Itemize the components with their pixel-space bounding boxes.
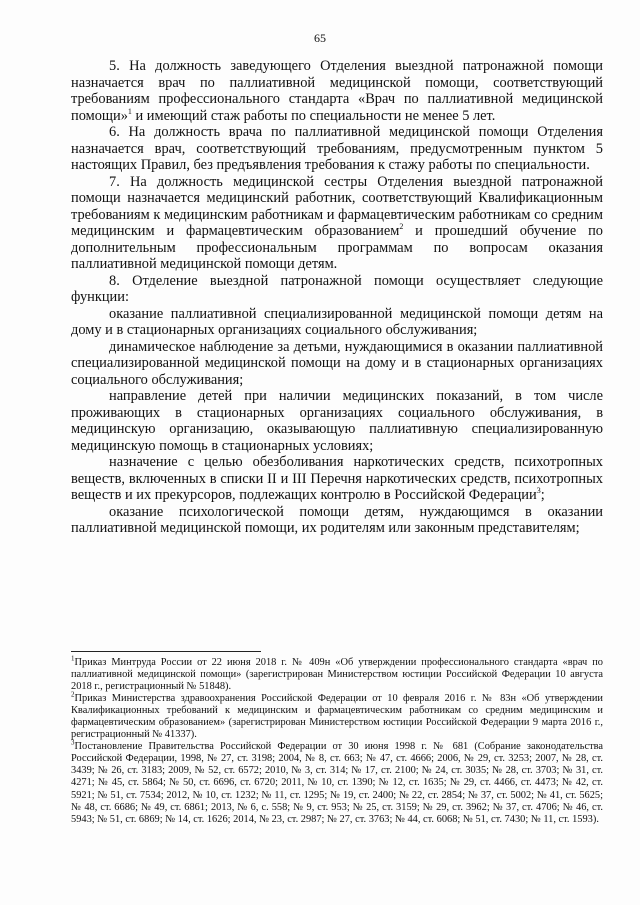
function-item: оказание психологической помощи детям, нуждающимся в оказании паллиативной медицинской помощи, их родителям или законным представителям; bbox=[71, 503, 603, 536]
paragraph-6: 6. На должность врача по паллиативной медицинской помощи Отделения назначается врач, соответствующий требованиям, предусмотренным пунктом 5 настоящих Правил, без предъявления требования к стажу работы по специальности. bbox=[71, 124, 603, 173]
footnotes bbox=[71, 654, 603, 826]
function-item: назначение с целью обезболивания наркотических средств, психотропных веществ, включенных в списки II и III Перечня наркотических средств, психотропных веществ и их прекурсоров, подлежащих контролю в Российской Федерации$^3$; bbox=[71, 454, 603, 503]
footnote-ref-3: 3 bbox=[536, 486, 541, 496]
page-number: 65 bbox=[314, 31, 326, 45]
function-item: направление детей при наличии медицинских показаний, в том числе проживающих в стационарных организациях социального обслуживания, в медицинскую организацию, оказывающую паллиативную специализированную медицинскую помощь в стационарных условиях; bbox=[71, 388, 603, 454]
function-item: динамическое наблюдение за детьми, нуждающимися в оказании паллиативной специализированной медицинской помощи на дому и в стационарных организациях социального обслуживания; bbox=[71, 338, 603, 388]
function-item: оказание паллиативной специализированной медицинской помощи детям на дому и в стационарных организациях социального обслуживания; bbox=[71, 305, 603, 338]
paragraph-8: 8. Отделение выездной патронажной помощи осуществляет следующие функции: bbox=[71, 272, 603, 305]
footnote-2: $^2$Приказ Министерства здравоохранения Российской Федерации от 10 февраля 2016 г. № 83н «Об утверждении Квалификационных требований к медицинским и фармацевтическим работникам со средним медицинским и фармацевтическим образованием» (зарегистрирован Министерством юстиции Российской Федерации 9 марта 2016 г., регистрационный № 41337). bbox=[71, 690, 603, 741]
document-body bbox=[71, 58, 603, 537]
footnote-3: $^3$Постановление Правительства Российской Федерации от 30 июня 1998 г. № 681 (Собрание законодательства Российской Федерации, 1998, № 27, ст. 3198; 2004, № 8, ст. 663; № 47, ст. 4666; 2006, № 29, ст. 3253; 2007, № 28, ст. 3439; № 26, ст. 3183; 2009, № 52, ст. 6572; 2010, № 3, ст. 314; № 17, ст. 2100; № 24, ст. 3035; № 28, ст. 3703; № 31, ст. 4271; № 45, ст. 5864; № 50, ст. 6696, ст. 6720; 2011, № 10, ст. 1390; № 12, ст. 1635; № 29, ст. 4466, ст. 4473; № 42, ст. 5921; № 51, ст. 7534; 2012, № 10, ст. 1232; № 11, ст. 1295; № 19, ст. 2400; № 22, ст. 2854; № 37, ст. 5002; № 41, ст. 5625; № 48, ст. 6686; № 49, ст. 6861; 2013, № 6, с. 558; № 9, ст. 953; № 25, ст. 3159; № 29, ст. 3962; № 37, ст. 4706; № 46, ст. 5943; № 51, ст. 6869; № 14, ст. 1626; 2014, № 23, ст. 2987; № 27, ст. 3763; № 44, ст. 6068; № 51, ст. 7430; № 11, ст. 1593). bbox=[71, 738, 603, 825]
paragraph-5: 5. На должность заведующего Отделения выездной патронажной помощи назначается врач по паллиативной медицинской помощи, соответствующий требованиям профессионального стандарта «Врач по паллиативной медицинской помощи»$^1$ и имеющий стаж работы по специальности не менее 5 лет. bbox=[71, 58, 603, 124]
footnote-1: $^1$Приказ Минтруда России от 22 июня 2018 г. № 409н «Об утверждении профессионального стандарта «врач по паллиативной медицинской помощи» (зарегистрирован Министерством юстиции Российской Федерации 10 августа 2018 г., регистрационный № 51848). bbox=[71, 654, 603, 693]
footnote-separator bbox=[71, 651, 261, 652]
footnote-ref-1: 1 bbox=[127, 106, 132, 116]
paragraph-7: 7. На должность медицинской сестры Отделения выездной патронажной помощи назначается медицинский работник, соответствующий Квалификационным требованиям к медицинским работникам и фармацевтическим работникам со средним медицинским и фармацевтическим образованием$^2$ и прошедший обучение по дополнительным профессиональным программам по вопросам оказания паллиативной медицинской помощи детям. bbox=[71, 173, 603, 272]
footnote-ref-2: 2 bbox=[399, 222, 404, 232]
